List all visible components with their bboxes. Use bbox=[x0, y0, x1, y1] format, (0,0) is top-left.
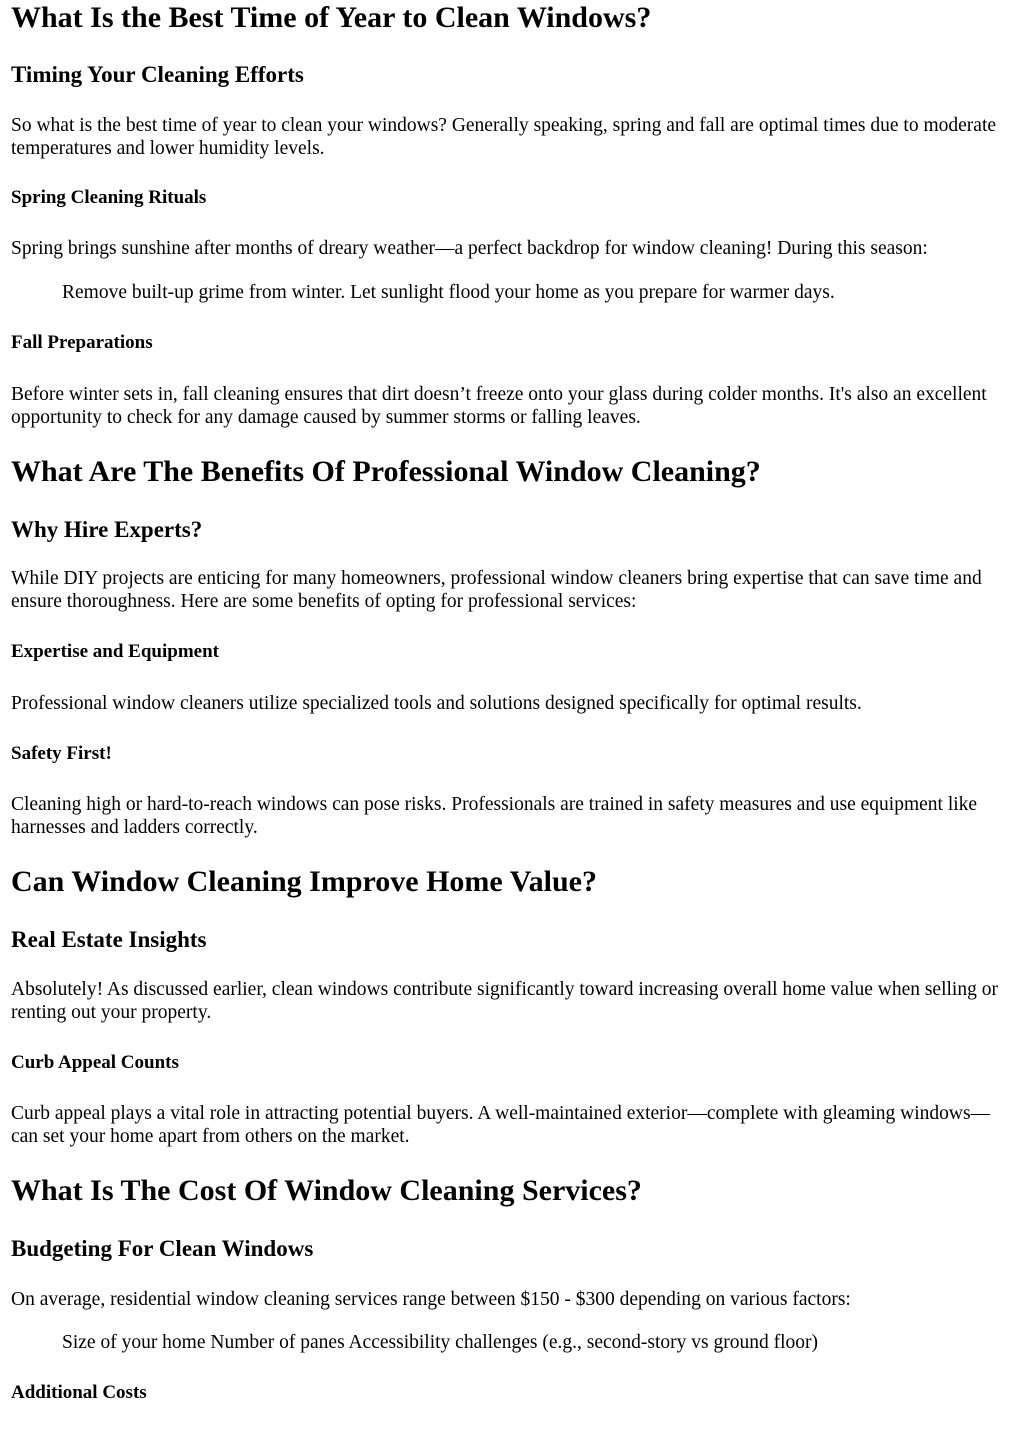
section-heading-benefits: What Are The Benefits Of Professional Window Cleaning? bbox=[11, 455, 761, 488]
section-heading-best-time: What Is the Best Time of Year to Clean Windows? bbox=[11, 1, 652, 34]
paragraph-real-estate: Absolutely! As discussed earlier, clean windows contribute significantly toward increasing overall home value when selling or renting out your property. bbox=[11, 979, 998, 1023]
list-cost-factors: Size of your home Number of panes Accessibility challenges (e.g., second-story vs ground floor) bbox=[62, 1332, 818, 1353]
subheading-additional-costs: Additional Costs bbox=[11, 1382, 147, 1403]
paragraph-expertise: Professional window cleaners utilize specialized tools and solutions designed specifically for optimal results. bbox=[11, 693, 862, 714]
subheading-timing: Timing Your Cleaning Efforts bbox=[11, 62, 304, 87]
paragraph-safety: Cleaning high or hard-to-reach windows can pose risks. Professionals are trained in safety measures and use equipment like harnesses and ladders correctly. bbox=[11, 794, 978, 838]
section-heading-cost: What Is The Cost Of Window Cleaning Services? bbox=[11, 1174, 642, 1207]
subheading-curb-appeal: Curb Appeal Counts bbox=[11, 1052, 179, 1073]
paragraph-fall: Before winter sets in, fall cleaning ensures that dirt doesn’t freeze onto your glass during colder months. It's also an excellent opportunity to check for any damage caused by summer storms or falling leaves. bbox=[11, 384, 987, 428]
paragraph-why-hire: While DIY projects are enticing for many homeowners, professional window cleaners bring expertise that can save time and ensure thoroughness. Here are some benefits of opting for professional services: bbox=[11, 568, 982, 612]
list-spring-tasks: Remove built-up grime from winter. Let sunlight flood your home as you prepare for warmer days. bbox=[62, 282, 835, 303]
subheading-why-hire: Why Hire Experts? bbox=[11, 517, 203, 542]
paragraph-budgeting: On average, residential window cleaning services range between $150 - $300 depending on various factors: bbox=[11, 1289, 851, 1310]
paragraph-spring: Spring brings sunshine after months of dreary weather—a perfect backdrop for window cleaning! During this season: bbox=[11, 238, 928, 259]
paragraph-timing-intro: So what is the best time of year to clean your windows? Generally speaking, spring and fall are optimal times due to moderate temperatures and lower humidity levels. bbox=[11, 115, 997, 159]
subheading-safety: Safety First! bbox=[11, 743, 112, 764]
section-heading-home-value: Can Window Cleaning Improve Home Value? bbox=[11, 865, 597, 898]
subheading-spring-cleaning: Spring Cleaning Rituals bbox=[11, 187, 207, 208]
paragraph-curb-appeal: Curb appeal plays a vital role in attracting potential buyers. A well-maintained exterior—complete with gleaming windows—can set your home apart from others on the market. bbox=[11, 1103, 991, 1147]
subheading-real-estate: Real Estate Insights bbox=[11, 927, 207, 952]
subheading-fall-preparations: Fall Preparations bbox=[11, 332, 153, 353]
subheading-expertise: Expertise and Equipment bbox=[11, 641, 219, 662]
subheading-budgeting: Budgeting For Clean Windows bbox=[11, 1236, 314, 1261]
